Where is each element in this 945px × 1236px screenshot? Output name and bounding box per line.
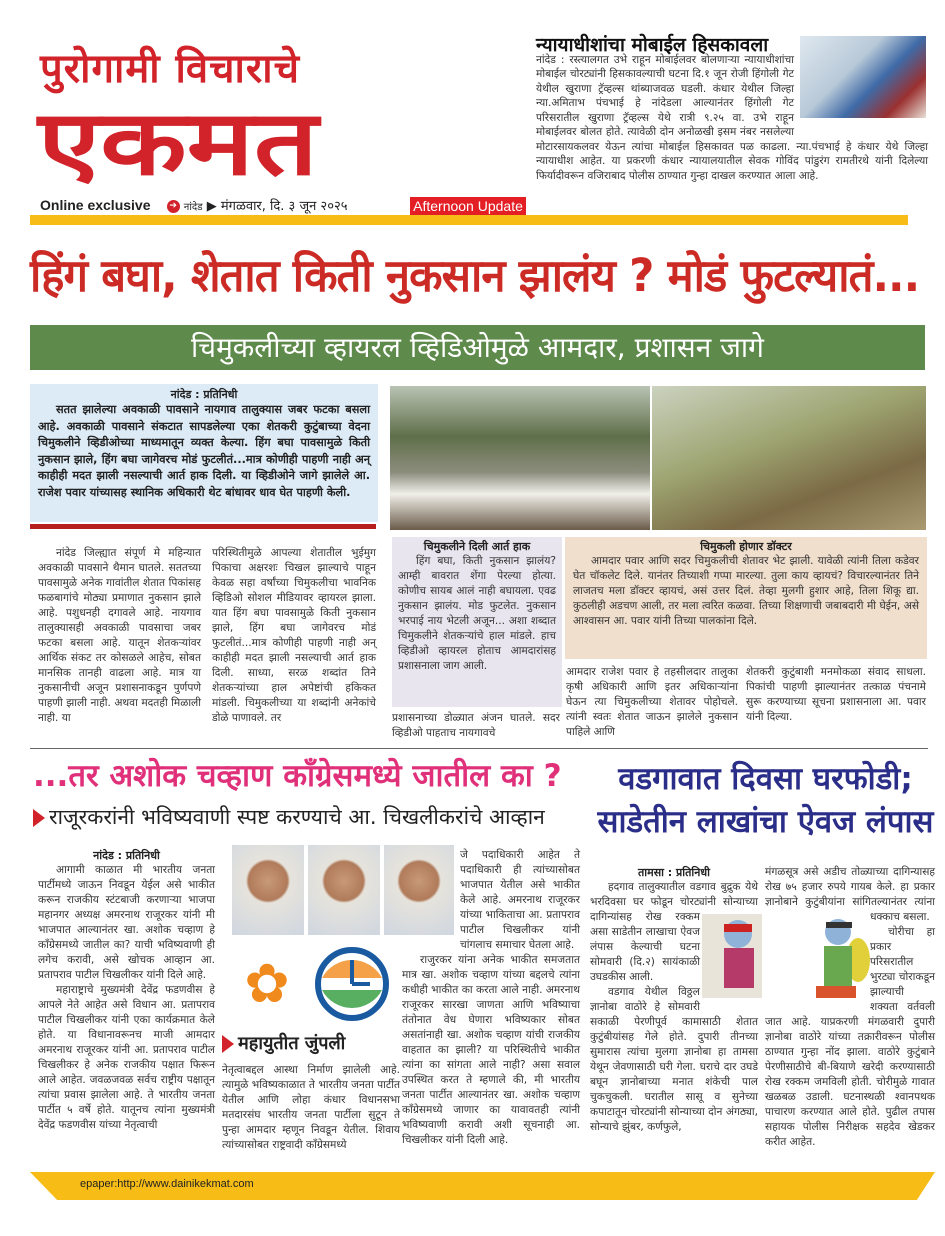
lead-banner: चिमुकलीच्या व्हायरल व्हिडिओमुळे आमदार, प्रशासन जागे [30,325,925,370]
column-text: नेतृत्वाबद्दल आस्था निर्माण झालेली आहे. त्यामुळे भविष्यकाळात ते भारतीय जनता पार्टीत येतील आणि लोहा कंधार विधानसभा मतदारसंघ भारतीय जनता पार्टीला सुटून ते पुन्हा आमदार म्हणून निवडून येतील. शिवाय त्यांच्यासोबत राष्ट्रवादी काँग्रेसमध्ये [222,1064,400,1151]
photo-mla-with-girl [390,386,650,530]
online-exclusive-label: Online exclusive [40,197,151,213]
box-text: हिंग बघा, किती नुकसान झालंय? आम्ही बावरात शेंगा पेरल्या होत्या. कोणीच सायब आलं नाही बघायला. एवढ नुकसान झालंय. मोड फुटलेत. नुकसान भरपाई नाय भेटली अजून... अशा शब्दात चिमुकलीने शेतकऱ्यांचे हाल मांडले. हाच व्हिडीओ व्हायरल होताच आमदारांसह प्रशासनाला जाग आली. [398,555,556,672]
box-title: चिमुकली होणार डॉक्टर [700,540,792,553]
divider [30,748,928,749]
column-text: आमदार राजेश पवार हे तहसीलदार तालुका कृषी अधिकारी आणि इतर अधिकाऱ्यांना घेऊन त्या चिमुकलीच्या शेतावर पोहोचले. त्यांनी स्वतः शेतात जाऊन झालेले नुकसान पाहिले आणि [566,666,738,738]
politics-column-2 [222,1063,400,1153]
column-text: परिस्थितीमुळे आपल्या शेतातील भुईमुग पिकाचा अक्षरशः चिखल झाल्याचे पाहून केवळ सहा वर्षांच्या चिमुकलीचा भावनिक व्हिडिओ सोशल मीडियावर व्हायरल झाला. यात हिंग बघा पावसामुळे किती नुकसान झाले, हिंग बघा जागेवरच मोडं फुटलीतं...मात्र कोणीही पाहणी नाही अन् काहीही मदत झाली नसल्याची आर्त हाक दिली. साध्या, सरळ शब्दांत तिने शेतकऱ्यांच्या हाल अपेष्टांची हकिकत मांडली. चिमुकलीच्या या शब्दांनी अनेकांचे डोळे पाणावले. तर [212,547,376,724]
afternoon-update-badge: Afternoon Update [410,197,526,215]
lead-headline: हिंगं बघा, शेतात किती नुकसान झालंय ? मोडं फुटल्यातं... [30,249,920,302]
headline-line-1: वडगावात दिवसा घरफोडी; [618,761,913,797]
masthead-logo: एकमत [38,91,319,196]
dateline: नांदेड : प्रतिनिधी [93,849,160,862]
column-text: नांदेड जिल्ह्यात संपूर्ण मे महिन्यात अवकाळी पावसाने थैमान घातले. सततच्या पावसामुळे अनेक गावांतील शेतात पिकांसह फळबागांचे मोठ्या प्रमाणात नुकसान झाले आहे. पशुधनही दगावले आहे. नायगाव तालुक्यासही अवकाळी पावसाचा जबर फटका बसला आहे. यातून शेतकऱ्यांवर आर्थिक संकट तर कोसळले आहेच, सोबत मानसिक तानही वाढला आहे. मात्र या नुकसानीची अजून प्रशासनाकडून पुर्णपणे पाहणी झाली नाही. अथवा मदतही मिळाली नाही. या [38,547,201,724]
masthead-tagline: पुरोगामी विचाराचे [40,46,301,92]
column-text: चोरीचा हा प्रकार परिसरातील भुरट्या चोराकडून झाल्याची शक्यता वर्तवली जात आहे. याप्रकरणी मंगळवारी दुपारी ज्ञानोबा वाठोरे यांच्या तक्रारीवरून पोलीस ठाण्यात गुन्हा नोंद झाला. वाठोरे कुटुंबाने पेरणीसाठीचे बी-बियाणे खरेदी करण्यासाठी रोख रक्कम जमविली होती. चोरीमुळे गावात खळबळ उडाली. घटनास्थळी श्वानपथक पाचारण करण्यात आले होते. पुढील तपास सहायक पोलीस निरीक्षक सहदेव खेडकर करीत आहेत. [765,926,935,1148]
subhead-text: राजूरकरांनी भविष्यवाणी स्पष्ट करण्याचे आ. चिखलीकरांचे आव्हान [49,805,545,829]
crime-headline [596,758,935,844]
bjp-lotus-icon: ✿ [244,952,290,1015]
column-text: वडगाव येथील विठ्ठल ज्ञानोबा वाठोरे हे सोमवारी सकाळी पेरणीपूर्व कामासाठी शेतात कुटुंबीयांसह गेले होते. दुपारी तीनच्या सुमारास त्यांचा मुलगा ज्ञानोबा हा तामसा येथून जेवणासाठी घरी गेला. घराचे दार उघडे बघून ज्ञानोबाच्या मनात शंकेची पाल चुकचुकली. घरातील सासू व सुनेच्या कपाटातून चोरट्यांनी सोन्याच्या दोन अंगठ्या, सोन्याचे झुंबर, कर्णफुले, [590,986,758,1133]
top-story-text: नांदेड : रस्त्यालगत उभे राहून मोबाईलवर बोलणाऱ्या न्यायाधीशांचा मोबाईल चोरट्यांनी हिसकावल्याची घटना दि.१ जून रोजी हिंगोली गेट येथील खुराणा ट्रॅव्हल्स थांब्याजवळ घडली. कंधार येथील जिल्हा न्या.अमिताभ पंचभाई हे नांदेडला आल्यानंतर हिंगोली गेट परिसरातील खुराणा ट्रॅव्हल्स येथे रात्री ९.२५ वा. उभे राहून मोबाईलवर बोलत होते. त्यावेळी दोन अनोळखी इसम नंबर नसलेल्या मोटारसायकलवर येऊन त्यांचा मोबाईल हिसकावत पळ काढला. न्या.पंचभाई हे कंधार येथे जिल्हा न्यायाधीश आहेत. या प्रकरणी कंधार न्यायालयातील सेवक गोविंद पांडुरंग रामतीरथे यांनी दिलेल्या फिर्यादीवरून वजिराबाद पोलीस ठाण्यात गुन्हा दाखल करण्यात आला आहे. [536,53,928,182]
city-label: नांदेड [183,202,203,213]
caption-text: महायुतीत जुंपली [238,1033,346,1054]
politics-column-3 [402,848,580,1148]
arrow-right-icon: ➔ [167,200,180,213]
mobile-snatching-illustration [800,36,926,118]
photo-chikhlikar [308,845,380,935]
divider-bar [30,215,908,225]
divider [30,524,376,529]
column-text: महाराष्ट्राचे मुख्यमंत्री देवेंद्र फडणवीस हे आपले नेते आहेत असे विधान आ. प्रतापराव पाटील चिखलीकर यांनी एका कार्यक्रमात केले होते. या विधानावरूनच माजी आमदार अमरनाथ राजूरकर यांनी आ. प्रतापराव पाटील चिखलीकर हे अनेक राजकीय पक्षात फिरून आले आहेत. जवळजवळ सर्वच राष्ट्रीय पक्षातून त्यांचा प्रवास झालेला आहे. ते भारतीय जनता पार्टीत ५ वर्षे होते. यातूनच त्यांना मुख्यमंत्री देवेंद्र फडणवीस यांच्या नेतृत्वाची [38,984,215,1131]
top-story-headline: न्यायाधीशांचा मोबाईल हिसकावला [536,34,769,56]
date-label: ▶ मंगळवार, दि. ३ जून २०२५ [206,199,348,214]
lead-column-3 [392,711,560,741]
politics-headline: ...तर अशोक चव्हाण काँग्रेसमध्ये जातील का ? [33,758,562,794]
column-text: हदगाव तालुक्यातील वडगाव बुद्रुक येथे भरदिवसा घर फोडून चोरट्यांनी सोन्याच्या दागिन्यांसह रोख रक्कम असा साडेतीन लाखाचा ऐवज लंपास केल्याची घटना सोमवारी (दि.२) सायंकाळी उघडकीस आली. [590,881,758,983]
photo-ashok-chavan [232,845,304,935]
epaper-link[interactable]: epaper:http://www.dainikekmat.com [80,1178,254,1190]
thief-cartoon [698,912,870,1002]
politics-subhead [33,802,585,832]
lead-column-1 [38,546,201,726]
info-bar [40,195,404,215]
triangle-bullet-icon [222,1035,234,1053]
lead-column-2 [212,546,376,726]
lead-column-5 [746,665,926,725]
column-text: आगामी काळात मी भारतीय जनता पार्टीमध्ये जाऊन निवडून येईल असे भाकीत करून राजकीय स्टंटबाजी करणाऱ्या भाजपा महानगर अध्यक्ष अमरनाथ राजूरकर यांनी मी भाजपात आल्यानंतर खा. अशोक चव्हाण हे काँग्रेसमध्ये जातील का? याची भविष्यवाणी ही लगेच करावी, असे खोचक आव्हान आ. प्रतापराव पाटील चिखलीकर यांनी दिले आहे. [38,864,215,981]
intro-text: सतत झालेल्या अवकाळी पावसाने नायगाव तालुक्यास जबर फटका बसला आहे. अवकाळी पावसाने संकटात सापडलेल्या एका शेतकरी कुटुंबाच्या वेदना चिमुकलीने व्हिडीओच्या माध्यमातून व्यक्त केल्या. हिंग बघा पावसामुळे किती नुकसान झाले, हिंग बघा जागेवरच मोडं फुटलीतं...मात्र कोणीही पाहणी नाही अन् काहीही मदत झाली नसल्याची आर्त हाक दिली. या व्हिडीओने जागे झालेले आ. राजेश पवार यांच्यासह स्थानिक अधिकारी थेट बांधावर धाव घेत पाहणी केली. [38,403,370,499]
sidebar-box-girl-doctor [565,537,927,659]
dateline: तामसा : प्रतिनिधी [638,866,710,879]
column-text: मंगळसूत्र असे अडीच तोळ्याच्या दागिन्यासह रोख ७५ हजार रुपये गायब केले. हा प्रकार ज्ञानोबाने कुटुंबीयांना सांगितल्यानंतर त्यांना धक्काच बसला. [765,866,935,923]
photo-caption [222,1030,398,1058]
lead-column-4 [566,665,738,740]
triangle-bullet-icon [33,809,45,827]
column-text: राजुरकर यांना अनेक भाकीत समजतात मात्र खा. अशोक चव्हाण यांच्या बद्दलचे त्यांना कधीही भाकीत का करता आले नाही. अमरनाथ राजूरकर सारखा जाणता आणि भविष्याचा तंतोनात वेध घेणारा भविष्यकार सोबत असतांनाही खा. अशोक चव्हाण यांची राजकीय वाहतात का झाली? या परिस्थितीचे भाकीत त्यांना का सांगता आले नाही? असा सवाल उपस्थित करत ते म्हणाले की, मी भारतीय जनता पार्टीत आल्यानंतर खा. अशोक चव्हाण काँग्रेसमध्ये जाणार का यावावतही त्यांनी भविष्यवाणी करावी अशी सूचनाही आ. चिखलीकर यांनी दिली आहे. [402,954,580,1146]
sidebar-box-girl-plea [392,537,562,707]
photo-girl-in-field [652,386,926,530]
headline-line-2: साडेतीन लाखांचा ऐवज लंपास [597,804,934,840]
dateline: नांदेड : प्रतिनिधी [170,388,238,401]
column-text: प्रशासनाच्या डोळ्यात अंजन घातले. सदर व्हिडीओ पाहताच नायगावचे [392,712,560,739]
image-space [402,848,460,940]
ncp-clock-icon [310,938,395,1030]
column-text: जे पदाधिकारी आहेत ते पदाधिकारी ही त्यांच्यासोबत भाजपात येतील असे भाकीत केले आहे. अमरनाथ राजूरकर यांच्या भाकिताचा आ. प्रतापराव पाटील चिखलीकर यांनी चांगलाच समाचार घेतला आहे. [460,849,580,951]
box-text: आमदार पवार आणि सदर चिमुकलीची शेतावर भेट झाली. यावेळी त्यांनी तिला कडेवर घेत चॉकलेट दिले. यानंतर तिच्याशी गप्पा मारल्या. तुला काय व्हायचं? विचारल्यानंतर तिने लाजतच मला डॉक्टर व्हायचं, असं उत्तर दिलं. तेव्हा मुलगी हुशार आहे, तिला शिकू द्या. कुठलीही अडचण आली, तर मला त्वरित कळवा. तिच्या शिक्षणाची जबाबदारी मी घेईन, असे आश्वासन आ. पवार यांनी तिच्या पालकांना दिले. [573,555,919,627]
crime-column-2 [765,865,935,1150]
politics-column-1 [38,848,215,1133]
box-title: चिमुकलीने दिली आर्त हाक [423,540,531,553]
column-text: शेतकरी कुटुंबाशी मनमोकळा संवाद साधला. पिकांची पाहणी झाल्यानंतर तत्काळ पंचनामे सुरू करण्याच्या सूचना प्रशासनाला आ. पवार यांनी दिल्या. [746,666,926,723]
lead-intro-box [30,384,378,522]
